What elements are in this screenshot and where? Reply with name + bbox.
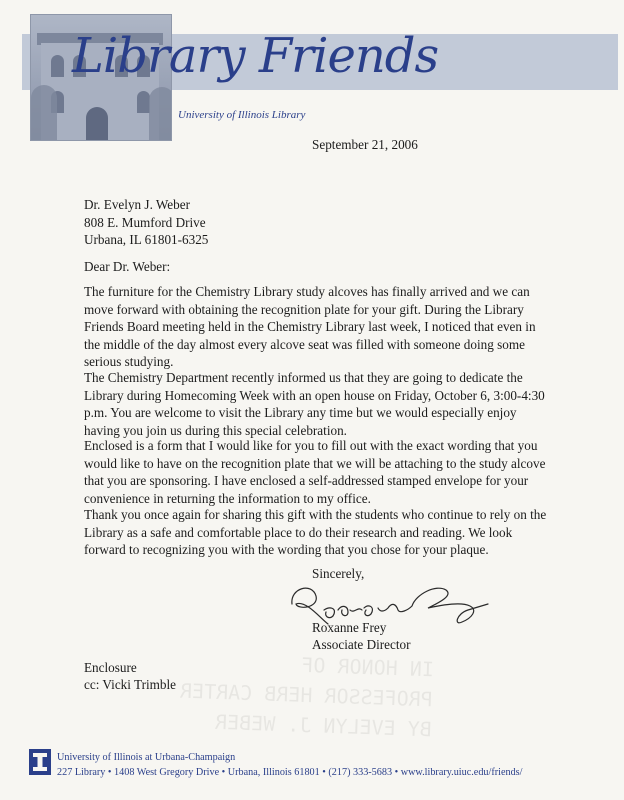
paragraph-enclosed-form: Enclosed is a form that I would like for you to fill out with the exact wording that you would like to have on the recognition plate that we will be attaching to the study alcove that you are sponsoring. I have enclosed a self-addressed stamped envelope for your convenience in returning the information to my office. (84, 438, 546, 506)
signer-name: Roxanne Frey (312, 620, 387, 635)
recipient-street: 808 E. Mumford Drive (84, 214, 206, 230)
salutation: Dear Dr. Weber: (84, 259, 171, 274)
closing: Sincerely, (312, 566, 365, 581)
recipient-address (84, 196, 208, 249)
bleed-line: BY EVELYN J. WEBER (214, 709, 433, 742)
bleed-line: PROFESSOR HERB CARTER (179, 678, 434, 712)
paragraph-thank-you: Thank you once again for sharing this gift with the students who continue to rely on the Library as a safe and comfortable place to do their research and reading. We look forward to recognizing you with the wording that you chose for your plaque. (84, 507, 547, 558)
bleed-line: IN HONOR OF (301, 652, 435, 682)
letter-date: September 21, 2006 (312, 137, 418, 152)
footer-university: University of Illinois at Urbana-Champaign (57, 752, 236, 763)
signer-title: Associate Director (312, 637, 411, 652)
paragraph-furniture: The furniture for the Chemistry Library study alcoves has finally arrived and we can move forward with obtaining the recognition plate for your gift. During the Library Friends Board meeting held in the Chemistry Library last week, I noticed that even in the middle of the day almost every alcove seat was filled with someone doing some serious studying. (84, 284, 536, 370)
letterhead-subtitle: University of Illinois Library (178, 109, 306, 121)
cc-line: cc: Vicki Trimble (84, 677, 177, 692)
footer-address: 227 Library • 1408 West Gregory Drive • Urbana, Illinois 61801 • (217) 333-5683 • www.library.uiuc.edu/friends/ (57, 767, 523, 778)
recipient-name: Dr. Evelyn J. Weber (84, 197, 191, 212)
letterhead-title: Library Friends (72, 28, 439, 84)
illinois-block-i-icon (29, 749, 51, 775)
bleed-through-text (179, 646, 435, 745)
recipient-city: Urbana, IL 61801-6325 (84, 232, 209, 248)
enclosure-note: Enclosure (84, 660, 137, 675)
paragraph-dedication: The Chemistry Department recently informed us that they are going to dedicate the Library during Homecoming Week with an open house on Friday, October 6, 3:00-4:30 p.m. You are welcome to visit the Library any time but we would especially enjoy having you join us during this special celebration. (84, 370, 545, 438)
